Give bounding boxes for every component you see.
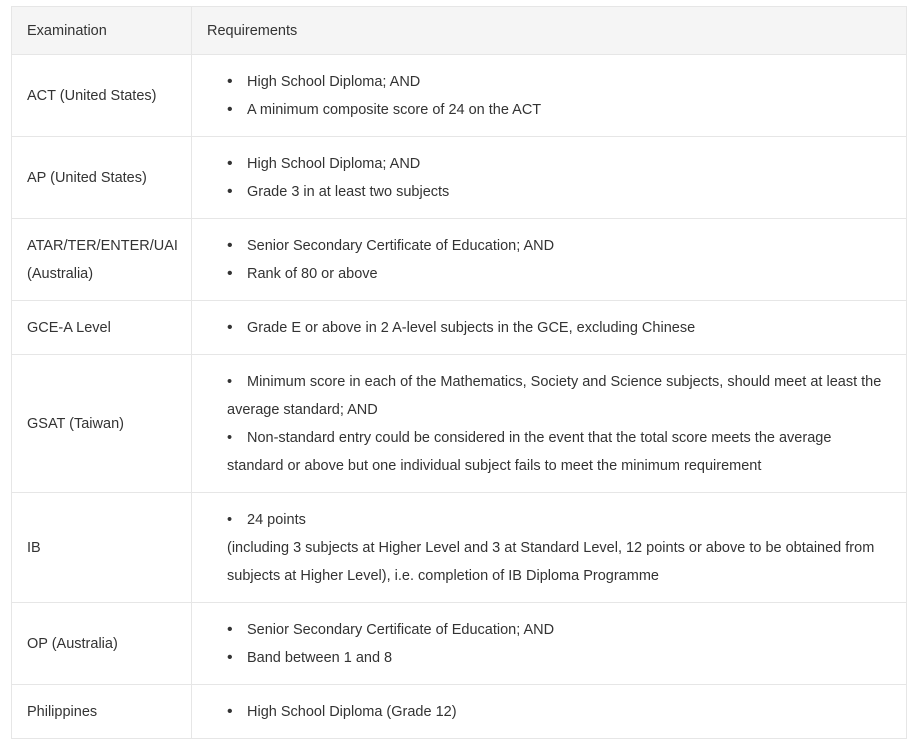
exam-name: GCE-A Level <box>12 301 192 355</box>
table-row <box>12 355 907 493</box>
requirements-list <box>207 314 891 342</box>
requirements-cell <box>192 493 907 603</box>
requirement-paragraph <box>207 368 891 424</box>
requirements-list <box>207 616 891 672</box>
requirements-cell <box>192 55 907 137</box>
bullet-icon: • <box>227 373 233 390</box>
requirements-cell <box>192 685 907 739</box>
requirements-list <box>207 68 891 124</box>
header-examination: Examination <box>12 7 192 55</box>
requirements-list <box>207 232 891 288</box>
table-row <box>12 493 907 603</box>
requirements-cell <box>192 137 907 219</box>
table-row <box>12 55 907 137</box>
exam-name: ATAR/TER/ENTER/UAI (Australia) <box>12 219 192 301</box>
requirement-text: Minimum score in each of the Mathematics, Society and Science subjects, should meet at least the average standard; AND <box>227 373 882 418</box>
requirement-item: • A minimum composite score of 24 on the ACT <box>227 96 891 124</box>
exam-name: IB <box>12 493 192 603</box>
requirement-text: 24 points <box>247 511 306 528</box>
exam-name: OP (Australia) <box>12 603 192 685</box>
requirement-paragraph <box>207 506 891 534</box>
bullet-icon: • <box>227 429 233 446</box>
requirements-cell <box>192 301 907 355</box>
exam-name: Philippines <box>12 685 192 739</box>
requirement-item: • High School Diploma (Grade 12) <box>227 698 891 726</box>
exam-name: AP (United States) <box>12 137 192 219</box>
requirement-item: • Senior Secondary Certificate of Education; AND <box>227 616 891 644</box>
requirement-item: • High School Diploma; AND <box>227 68 891 96</box>
requirement-item: • Rank of 80 or above <box>227 260 891 288</box>
requirement-item: • Senior Secondary Certificate of Education; AND <box>227 232 891 260</box>
requirement-paragraph <box>207 424 891 480</box>
table-row <box>12 603 907 685</box>
table-row <box>12 219 907 301</box>
requirement-item: • Grade 3 in at least two subjects <box>227 178 891 206</box>
table-row <box>12 685 907 739</box>
table-row <box>12 137 907 219</box>
requirement-item: • High School Diploma; AND <box>227 150 891 178</box>
requirements-cell <box>192 219 907 301</box>
requirement-note: (including 3 subjects at Higher Level and 3 at Standard Level, 12 points or above to be obtained from subjects at Higher Level), i.e. completion of IB Diploma Programme <box>227 539 875 584</box>
exam-name: GSAT (Taiwan) <box>12 355 192 493</box>
requirements-table <box>11 6 907 739</box>
requirements-cell <box>192 355 907 493</box>
exam-name: ACT (United States) <box>12 55 192 137</box>
requirement-text: Non-standard entry could be considered in the event that the total score meets the average standard or above but one individual subject fails to meet the minimum requirement <box>227 429 832 474</box>
bullet-icon: • <box>227 511 233 528</box>
requirements-cell <box>192 603 907 685</box>
requirements-list <box>207 698 891 726</box>
requirement-item: • Band between 1 and 8 <box>227 644 891 672</box>
table-row <box>12 301 907 355</box>
header-requirements: Requirements <box>192 7 907 55</box>
requirement-item: • Grade E or above in 2 A-level subjects in the GCE, excluding Chinese <box>227 314 891 342</box>
requirements-list <box>207 150 891 206</box>
header-row <box>12 7 907 55</box>
